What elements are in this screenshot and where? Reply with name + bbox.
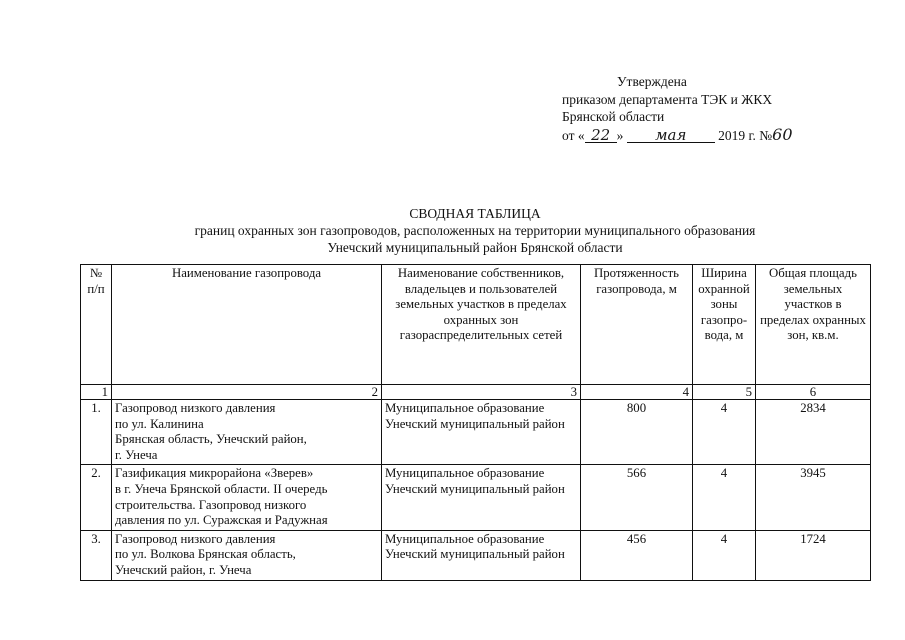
pipeline-length: 456 [581, 530, 693, 580]
row-number: 2. [81, 465, 112, 530]
table-row [81, 465, 871, 530]
header-owners: Наименование собственников, владельцев и пользователей земельных участков в пределах охранных зон газораспределительных сетей [382, 265, 581, 385]
table-header-row [81, 265, 871, 385]
column-index: 5 [693, 385, 756, 400]
table-row [81, 530, 871, 580]
pipeline-name-line: Брянская область, Унечский район, [115, 432, 307, 447]
header-length: Протяженность газопровода, м [581, 265, 693, 385]
column-index: 2 [112, 385, 382, 400]
document-subtitle-region: Унечский муниципальный район Брянской области [327, 240, 623, 255]
zone-width: 4 [693, 530, 756, 580]
document-title: СВОДНАЯ ТАБЛИЦА [409, 206, 541, 221]
handwritten-day: 22 [585, 128, 617, 143]
approval-order-line: приказом департамента ТЭК и ЖКХ [562, 91, 773, 107]
owner-name: Муниципальное образование Унечский муниципальный район [382, 400, 581, 465]
pipeline-name-line: Газопровод низкого давления [115, 531, 276, 546]
pipeline-name-line: давления по ул. Суражская и Радужная [115, 513, 328, 528]
pipeline-name-line: Унечский район, г. Унеча [115, 562, 252, 577]
approval-title: Утверждена [617, 74, 687, 89]
zone-area: 3945 [756, 465, 871, 530]
header-pipeline-name: Наименование газопровода [112, 265, 382, 385]
zone-width: 4 [693, 465, 756, 530]
number-sign: № [759, 127, 773, 143]
pipeline-name-line: г. Унеча [115, 447, 158, 462]
handwritten-number: 60 [772, 124, 793, 144]
pipeline-length: 800 [581, 400, 693, 465]
row-number: 3. [81, 530, 112, 580]
header-zone-width: Ширина охранной зоны газопро-вода, м [693, 265, 756, 385]
zone-area: 1724 [756, 530, 871, 580]
owner-name: Муниципальное образование Унечский муниципальный район [382, 465, 581, 530]
approval-region-line: Брянской области [562, 109, 665, 124]
pipeline-length: 566 [581, 465, 693, 530]
zone-area: 2834 [756, 400, 871, 465]
zone-width: 4 [693, 400, 756, 465]
pipeline-name-line: по ул. Калинина [115, 416, 204, 431]
summary-table [80, 264, 871, 581]
pipeline-name [112, 530, 382, 580]
handwritten-month: мая [627, 128, 715, 143]
date-mid: » [616, 127, 624, 143]
pipeline-name [112, 465, 382, 530]
pipeline-name-line: по ул. Волкова Брянская область, [115, 547, 296, 562]
document-subtitle: границ охранных зон газопроводов, расположенных на территории муниципального образования [194, 223, 756, 238]
pipeline-name-line: Газификация микрорайона «Зверев» [115, 466, 314, 481]
pipeline-name [112, 400, 382, 465]
date-year: 2019 г. [718, 127, 756, 143]
column-index: 3 [382, 385, 581, 400]
column-index: 1 [81, 385, 112, 400]
column-index-row [81, 385, 871, 400]
table-row [81, 400, 871, 465]
row-number: 1. [81, 400, 112, 465]
pipeline-name-line: строительства. Газопровод низкого [115, 497, 307, 512]
date-prefix: от « [562, 127, 585, 143]
header-total-area: Общая площадь земельных участков в пределах охранных зон, кв.м. [756, 265, 871, 385]
document-heading [60, 205, 890, 256]
header-number: № п/п [81, 265, 112, 385]
approval-date-line [562, 126, 862, 145]
column-index: 4 [581, 385, 693, 400]
column-index: 6 [756, 385, 871, 400]
approval-block [562, 73, 862, 144]
owner-name: Муниципальное образование Унечский муниципальный район [382, 530, 581, 580]
pipeline-name-line: в г. Унеча Брянской области. II очередь [115, 481, 328, 496]
pipeline-name-line: Газопровод низкого давления [115, 401, 276, 415]
